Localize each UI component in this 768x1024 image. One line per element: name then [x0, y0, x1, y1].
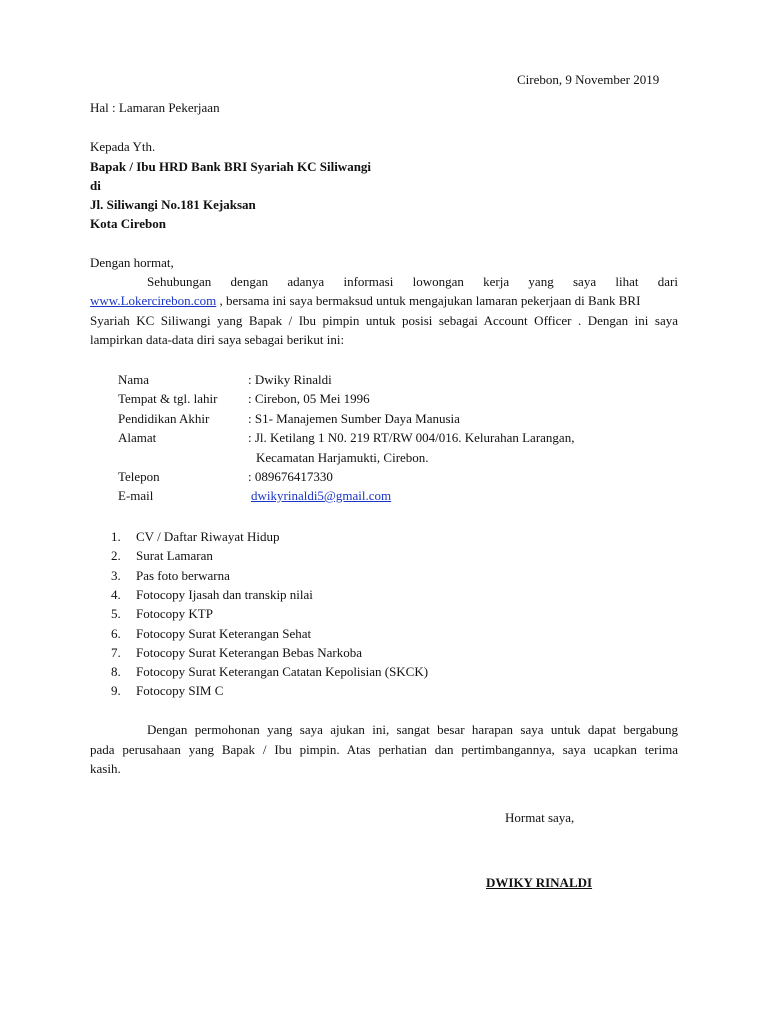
website-link[interactable]: www.Lokercirebon.com: [90, 293, 217, 308]
education-label: Pendidikan Akhir: [118, 411, 210, 426]
list-item: Pas foto berwarna: [136, 568, 230, 583]
subject-line: Hal : Lamaran Pekerjaan: [90, 100, 220, 115]
education-value: : S1- Manajemen Sumber Daya Manusia: [248, 411, 460, 426]
name-label: Nama: [118, 372, 150, 387]
list-item: Fotocopy Ijasah dan transkip nilai: [136, 587, 313, 602]
recipient-line-3: Jl. Siliwangi No.181 Kejaksan: [90, 197, 256, 212]
birth-label: Tempat & tgl. lahir: [118, 391, 218, 406]
address-value-2: Kecamatan Harjamukti, Cirebon.: [256, 450, 429, 465]
list-item-number: 4.: [111, 587, 121, 602]
list-item-number: 5.: [111, 606, 121, 621]
email-label: E-mail: [118, 488, 154, 503]
phone-value: : 089676417330: [248, 469, 333, 484]
list-item-number: 9.: [111, 683, 121, 698]
list-item: Fotocopy Surat Keterangan Bebas Narkoba: [136, 645, 362, 660]
list-item-number: 1.: [111, 529, 121, 544]
list-item: Surat Lamaran: [136, 548, 213, 563]
signature-name: DWIKY RINALDI: [486, 875, 593, 890]
list-item: Fotocopy Surat Keterangan Sehat: [136, 626, 312, 641]
list-item-number: 2.: [111, 548, 121, 563]
birth-value: : Cirebon, 05 Mei 1996: [248, 391, 370, 406]
recipient-line-2: di: [90, 178, 101, 193]
list-item: Fotocopy SIM C: [136, 683, 224, 698]
closing-line-2: pada perusahaan yang Bapak / Ibu pimpin. Atas perhatian dan pertimbangannya, saya ucapkan terima: [90, 742, 678, 757]
recipient-line-4: Kota Cirebon: [90, 216, 166, 231]
salutation: Dengan hormat,: [90, 255, 174, 270]
email-value[interactable]: dwikyrinaldi5@gmail.com: [251, 488, 392, 503]
intro-line-3: Syariah KC Siliwangi yang Bapak / Ibu pimpin untuk posisi sebagai Account Officer . Dengan ini saya: [90, 313, 678, 328]
name-value: : Dwiky Rinaldi: [248, 372, 332, 387]
intro-line-2: [90, 293, 640, 309]
list-item-number: 3.: [111, 568, 121, 583]
recipient-greeting: Kepada Yth.: [90, 139, 156, 154]
recipient-line-1: Bapak / Ibu HRD Bank BRI Syariah KC Siliwangi: [90, 159, 372, 174]
list-item-number: 8.: [111, 664, 121, 679]
list-item: CV / Daftar Riwayat Hidup: [136, 529, 280, 544]
signoff: Hormat saya,: [505, 810, 575, 825]
closing-line-3: kasih.: [90, 761, 121, 776]
closing-line-1: Dengan permohonan yang saya ajukan ini, sangat besar harapan saya untuk dapat bergabung: [147, 722, 678, 737]
list-item: Fotocopy KTP: [136, 606, 213, 621]
address-value-1: : Jl. Ketilang 1 N0. 219 RT/RW 004/016. Kelurahan Larangan,: [248, 430, 575, 445]
list-item-number: 7.: [111, 645, 121, 660]
intro-line-1: Sehubungan dengan adanya informasi lowongan kerja yang saya lihat dari: [147, 274, 678, 289]
list-item-number: 6.: [111, 626, 121, 641]
intro-line-2-text: , bersama ini saya bermaksud untuk mengajukan lamaran pekerjaan di Bank BRI: [216, 293, 641, 308]
intro-line-4: lampirkan data-data diri saya sebagai berikut ini:: [90, 332, 345, 347]
place-date: Cirebon, 9 November 2019: [517, 72, 660, 87]
list-item: Fotocopy Surat Keterangan Catatan Kepolisian (SKCK): [136, 664, 429, 679]
address-label: Alamat: [118, 430, 157, 445]
phone-label: Telepon: [118, 469, 160, 484]
